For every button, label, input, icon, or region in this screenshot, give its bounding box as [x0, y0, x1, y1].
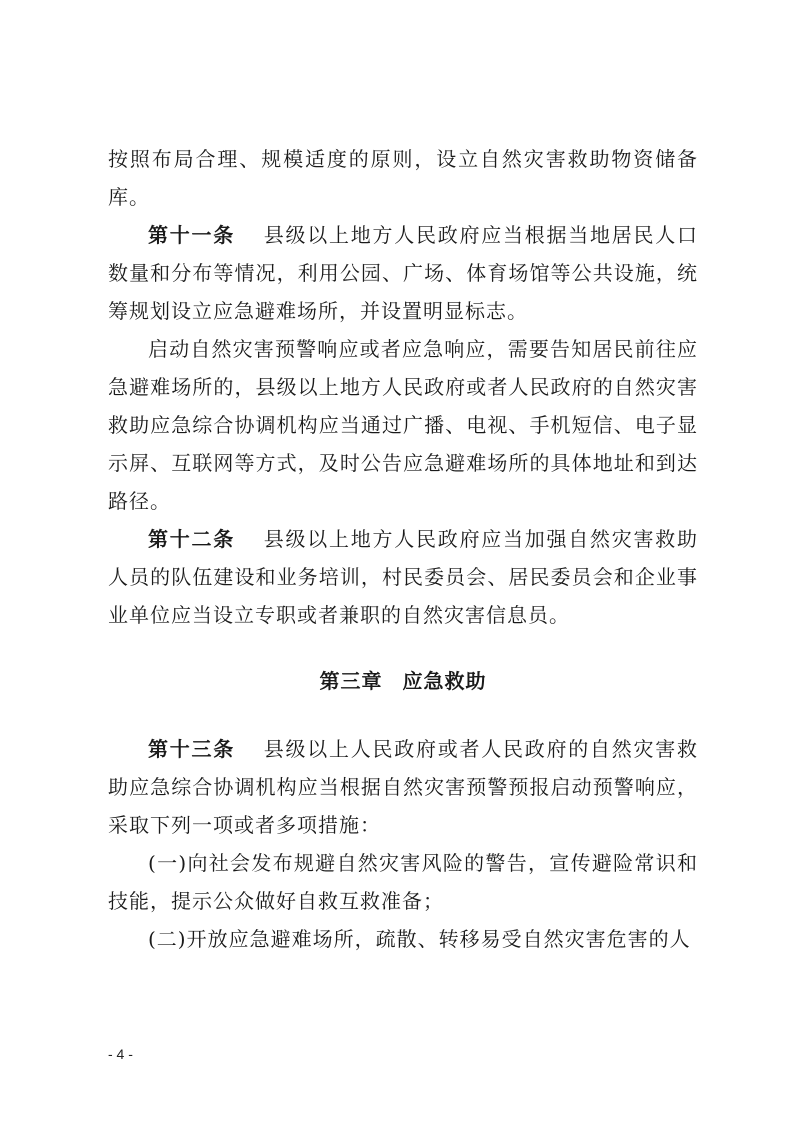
measure-item-2: (二)开放应急避难场所，疏散、转移易受自然灾害危害的人 [148, 927, 691, 951]
paragraph-shelter-notice: 启动自然灾害预警响应或者应急响应，需要告知居民前往应急避难场所的，县级以上地方人民政府或者人民政府的自然灾害救助应急综合协调机构应当通过广播、电视、手机短信、电子显示屏、互联网等方式，及时公告应急避难场所的具体地址和到达路径。 [108, 337, 698, 513]
measure-item-1: (一)向社会发布规避自然灾害风险的警告，宣传避险常识和技能，提示公众做好自救互救准备； [108, 851, 698, 913]
article-11-label: 第十一条 [148, 223, 235, 247]
chapter-heading [108, 662, 698, 700]
paragraph-continuation: 按照布局合理、规模适度的原则，设立自然灾害救助物资储备库。 [108, 147, 698, 209]
article-12-paragraph [108, 520, 698, 634]
chapter-title: 应急救助 [402, 669, 487, 693]
article-13-label: 第十三条 [148, 737, 235, 761]
chapter-number: 第三章 [319, 669, 383, 693]
article-11-text: 县级以上地方人民政府应当根据当地居民人口数量和分布等情况，利用公园、广场、体育场馆等公共设施，统筹规划设立应急避难场所，并设置明显标志。 [108, 223, 698, 323]
page-number: - 4 - [108, 1046, 133, 1062]
article-11-paragraph [108, 216, 698, 330]
article-12-text: 县级以上地方人民政府应当加强自然灾害救助人员的队伍建设和业务培训，村民委员会、居民委员会和企业事业单位应当设立专职或者兼职的自然灾害信息员。 [108, 527, 698, 627]
article-13-paragraph [108, 730, 698, 844]
document-body [108, 140, 698, 958]
article-12-label: 第十二条 [148, 527, 235, 551]
article-13-text: 县级以上人民政府或者人民政府的自然灾害救助应急综合协调机构应当根据自然灾害预警预报启动预警响应，采取下列一项或者多项措施： [108, 737, 698, 837]
